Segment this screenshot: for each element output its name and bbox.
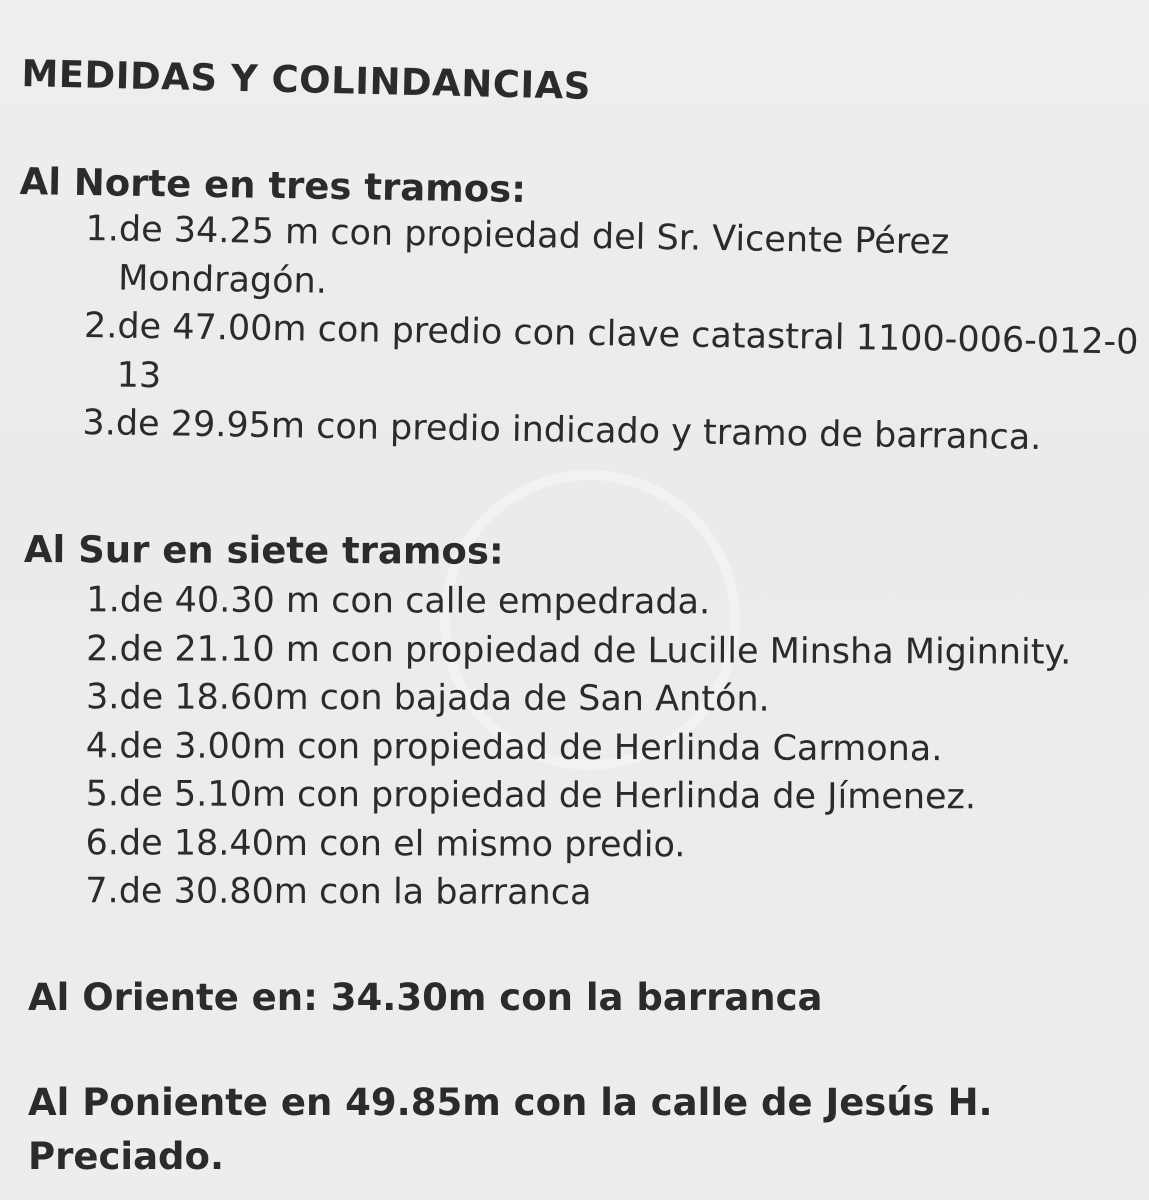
item-text: de 3.00m con propiedad de Herlinda Carmona. xyxy=(119,725,943,769)
poniente-line-2: Preciado. xyxy=(28,1135,225,1178)
item-text: de 40.30 m con calle empedrada. xyxy=(119,580,711,623)
item-text: de 34.25 m con propiedad del Sr. Vicente Pérez Mondragón. xyxy=(117,209,950,302)
item-number: 1. xyxy=(85,209,120,250)
section-oriente: Al Oriente en: 34.30m con la barranca xyxy=(28,976,823,1019)
item-text: de 47.00m con predio con clave catastral 1100-006-012-013 xyxy=(116,306,1139,396)
list-sur xyxy=(67,576,1120,919)
list-item xyxy=(67,819,1119,871)
item-number: 2. xyxy=(83,306,118,347)
section-poniente xyxy=(28,1076,993,1184)
item-text: de 18.60m con bajada de San Antón. xyxy=(119,677,770,720)
item-number: 1. xyxy=(86,580,120,621)
item-number: 2. xyxy=(86,628,120,669)
list-norte xyxy=(63,205,1149,465)
list-item xyxy=(67,770,1119,822)
item-number: 5. xyxy=(85,774,120,815)
list-item xyxy=(66,205,1149,319)
section-sur xyxy=(23,528,1120,919)
item-number: 7. xyxy=(85,871,119,912)
list-item xyxy=(68,576,1120,628)
list-item xyxy=(67,673,1119,725)
item-text: de 21.10 m con propiedad de Lucille Minsha Miginnity. xyxy=(119,628,1072,673)
document-title: MEDIDAS Y COLINDANCIAS xyxy=(21,52,592,108)
item-number: 3. xyxy=(82,403,117,444)
item-text: de 29.95m con predio indicado y tramo de barranca. xyxy=(115,403,1042,459)
item-number: 3. xyxy=(85,677,120,718)
item-text: de 5.10m con propiedad de Herlinda de Jímenez. xyxy=(119,774,977,818)
list-item xyxy=(67,722,1119,774)
section-norte xyxy=(15,160,1149,464)
item-number: 4. xyxy=(85,725,120,766)
item-text: de 30.80m con la barranca xyxy=(118,871,592,913)
list-item xyxy=(67,625,1119,677)
item-text: de 18.40m con el mismo predio. xyxy=(118,822,686,865)
section-heading-norte: Al Norte en tres tramos: xyxy=(19,160,527,211)
section-heading-sur: Al Sur en siete tramos: xyxy=(23,528,504,573)
list-item xyxy=(67,867,1119,919)
poniente-line-1: Al Poniente en 49.85m con la calle de Jesús H. xyxy=(28,1081,993,1124)
item-number: 6. xyxy=(85,822,119,863)
list-item xyxy=(64,302,1149,416)
